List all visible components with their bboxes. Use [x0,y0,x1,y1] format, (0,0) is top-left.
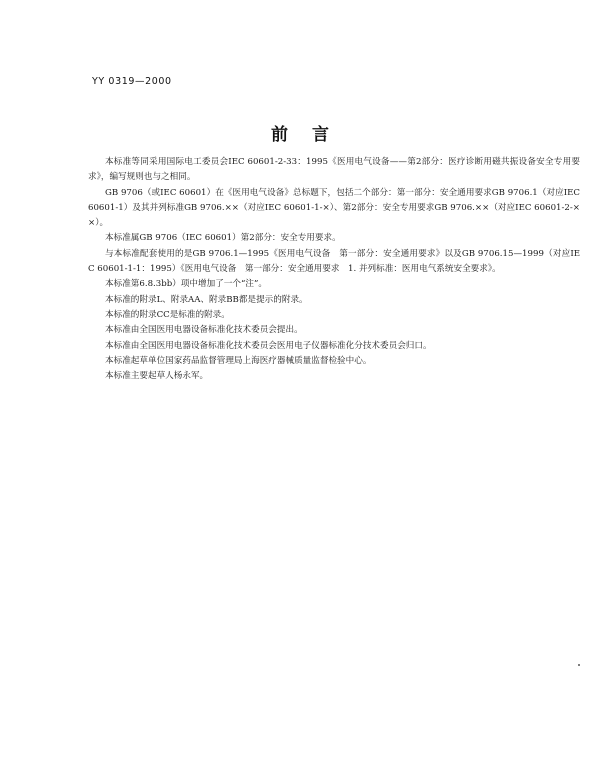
paragraph-administered-by: 本标准由全国医用电器设备标准化技术委员会医用电子仪器标准化分技术委员会归口。 [105,340,432,351]
page-title: 前言 [271,125,353,145]
paragraph-proposed-by: 本标准由全国医用电器设备标准化技术委员会提出。 [105,325,303,336]
paragraph-drafting-unit: 本标准起草单位国家药品监督管理局上海医疗器械质量监督检验中心。 [105,355,372,366]
document-body [88,155,580,384]
paragraph-drafter: 本标准主要起草人杨永军。 [105,371,209,382]
paragraph-informative-annexes: 本标准的附录L、附录AA、附录BB都是提示的附录。 [105,294,308,305]
document-code: YY 0319—2000 [92,76,172,87]
paragraph-part: 本标准属GB 9706（IEC 60601）第2部分：安全专用要求。 [105,233,341,244]
paragraph-adoption: 本标准等同采用国际电工委员会IEC 60601-2-33：1995《医用电气设备——第2部分：医疗诊断用磁共振设备安全专用要求》，编写规则也与之相同。 [88,157,580,183]
paragraph-normative-annex: 本标准的附录CC是标准的附录。 [105,309,230,320]
paragraph-related-standards: 与本标准配套使用的是GB 9706.1—1995《医用电气设备 第一部分：安全通用要求》以及GB 9706.15—1999（对应IEC 60601-1-1：1995）《医用电气设备 第一部分：安全通用要求 1. 并列标准：医用电气系统安全要求》。 [88,248,580,275]
paragraph-series-structure: GB 9706（或IEC 60601）在《医用电气设备》总标题下，包括二个部分：第一部分：安全通用要求GB 9706.1（对应IEC 60601-1）及其并列标准GB 9706.××（对应IEC 60601-1-×）、第2部分：安全专用要求GB 9706.××（对应IEC 60601-2-××）。 [88,187,580,229]
scan-speck [578,664,580,666]
paragraph-added-note: 本标准第6.8.3bb）项中增加了一个“注”。 [105,279,267,290]
